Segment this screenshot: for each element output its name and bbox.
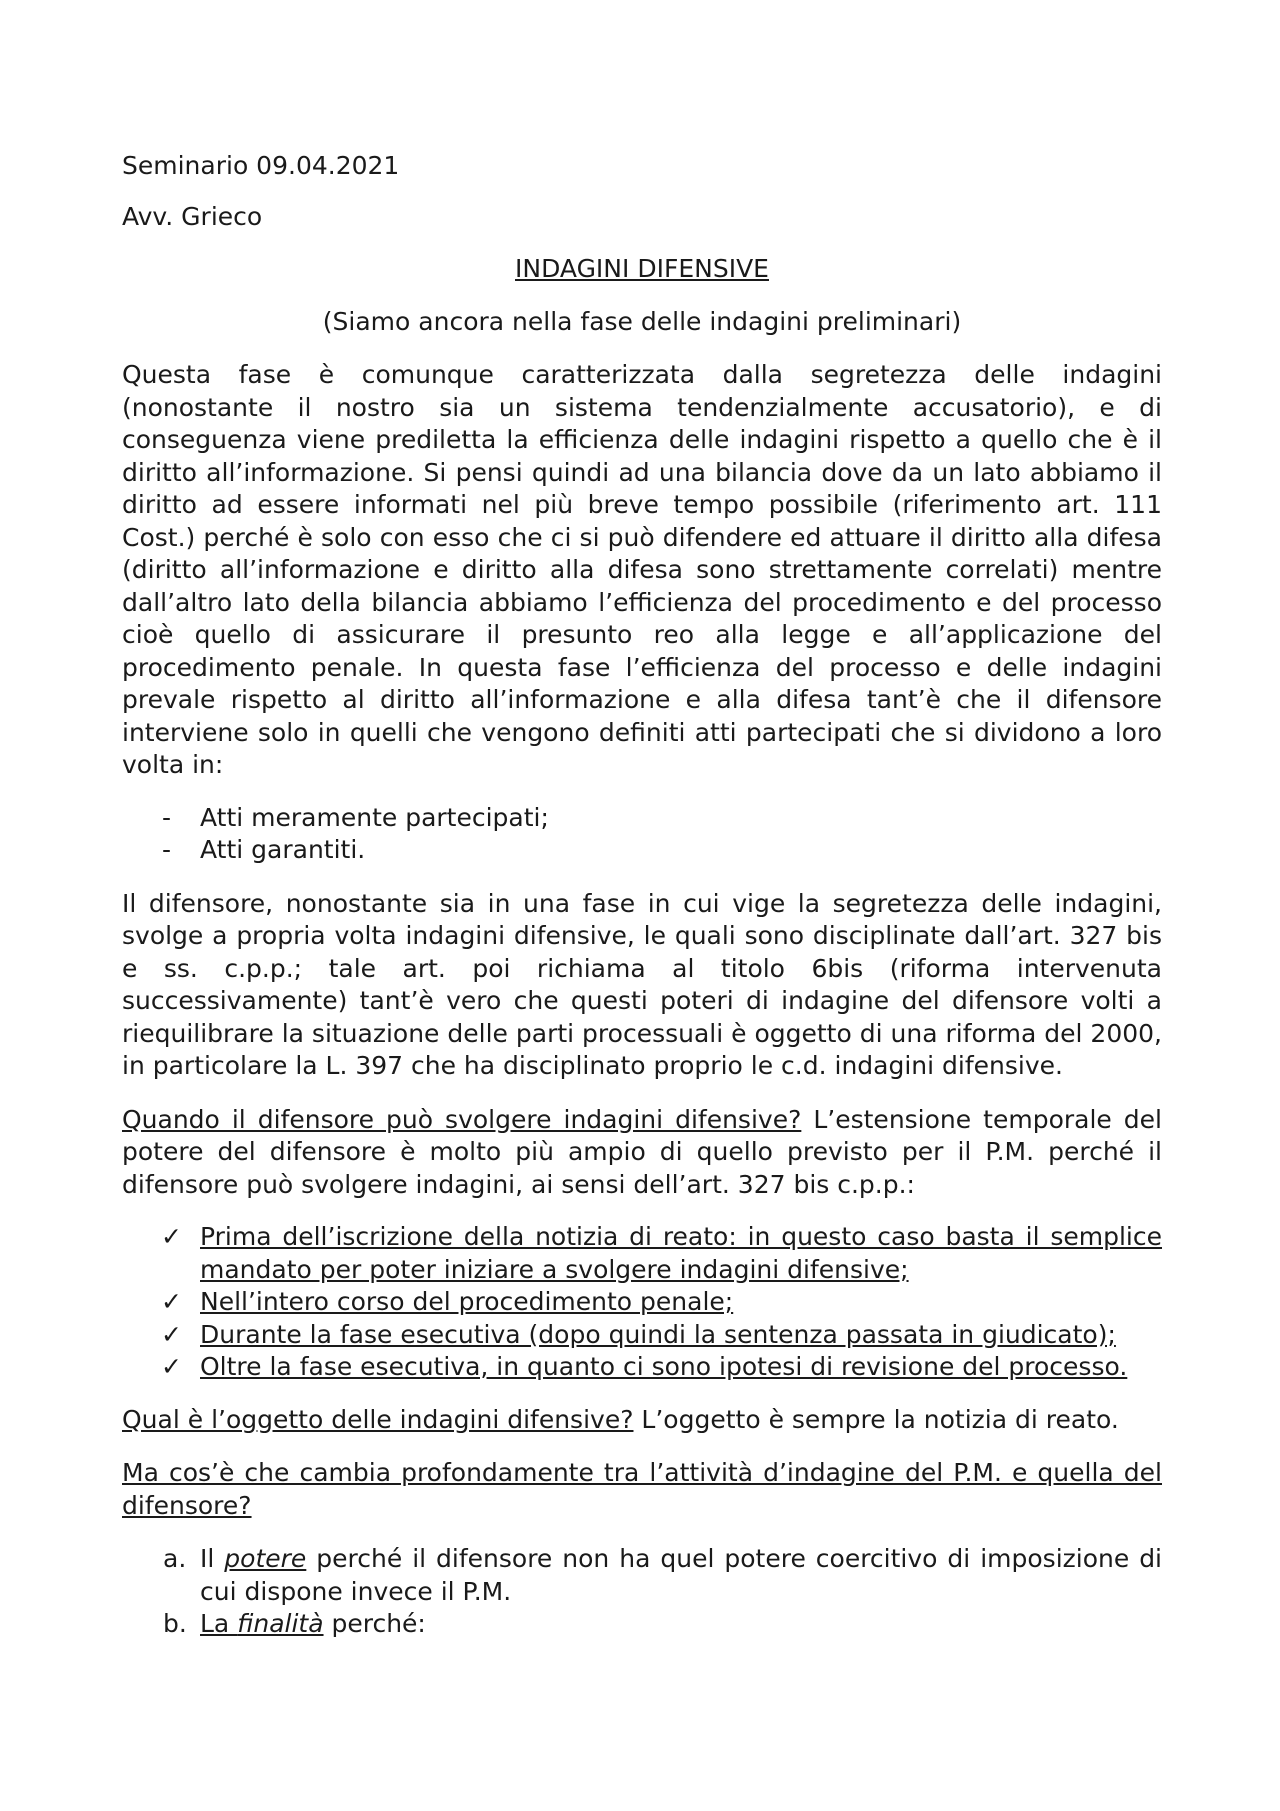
dash-marker: - xyxy=(162,835,172,864)
checkmark-icon: ✓ xyxy=(161,1352,182,1381)
checkmark-icon: ✓ xyxy=(161,1222,182,1251)
item-text: perché il difensore non ha quel potere coercitivo di imposizione di cui dispone invece il P.M. xyxy=(200,1544,1163,1606)
checkmark-icon: ✓ xyxy=(161,1287,182,1316)
defensor-paragraph: Il difensore, nonostante sia in una fase in cui vige la segretezza delle indagini, svolge a propria volta indagini difensive, le quali sono disciplinate dall’art. 327 bis e ss. c.p.p.; tale art. poi richiama al titolo 6bis (riforma intervenuta successivamente) tant’è vero che questi poteri di indagine del difensore volti a riequilibrare la situazione delle parti processuali è oggetto di una riforma del 2000, in particolare la L. 397 che ha disciplinato proprio le c.d. indagini difensive. xyxy=(122,888,1162,1080)
when-list xyxy=(122,1221,1162,1384)
object-paragraph xyxy=(122,1404,1162,1437)
difference-question: Ma cos’è che cambia profondamente tra l’attività d’indagine del P.M. e quella del difensore? xyxy=(122,1458,1162,1520)
dash-marker: - xyxy=(162,802,172,832)
when-question: Quando il difensore può svolgere indagini difensive? xyxy=(122,1104,802,1134)
list-item xyxy=(122,1543,1162,1608)
item-term: finalità xyxy=(237,1609,324,1638)
item-prefix: Il xyxy=(200,1544,225,1573)
list-item-text: Atti meramente partecipati; xyxy=(200,802,549,832)
document-title: INDAGINI DIFENSIVE xyxy=(515,254,769,283)
difference-paragraph xyxy=(122,1457,1162,1522)
seminar-date: Seminario 09.04.2021 xyxy=(122,151,400,180)
list-item xyxy=(122,834,1162,867)
object-answer: L’oggetto è sempre la notizia di reato. xyxy=(633,1404,1119,1434)
document-subtitle: (Siamo ancora nella fase delle indagini preliminari) xyxy=(322,306,962,336)
intro-paragraph: Questa fase è comunque caratterizzata dalla segretezza delle indagini (nonostante il nostro sia un sistema tendenzialmente accusatorio), e di conseguenza viene prediletta la efficienza delle indagini rispetto a quello che è il diritto all’informazione. Si pensi quindi ad una bilancia dove da un lato abbiamo il diritto ad essere informati nel più breve tempo possibile (riferimento art. 111 Cost.) perché è solo con esso che ci si può difendere ed attuare il diritto alla difesa (diritto all’informazione e diritto alla difesa sono strettamente correlati) mentre dall’altro lato della bilancia abbiamo l’efficienza del procedimento e del processo cioè quello di assicurare il presunto reo alla legge e all’applicazione del procedimento penale. In questa fase l’efficienza del processo e delle indagini prevale rispetto al diritto all’informazione e alla difesa tant’è che il difensore interviene solo in quelli che vengono definiti atti partecipati che si dividono a loro volta in: xyxy=(122,360,1162,779)
list-marker: a. xyxy=(163,1544,187,1573)
list-item-text: Durante la fase esecutiva (dopo quindi la sentenza passata in giudicato); xyxy=(200,1319,1116,1349)
list-item xyxy=(122,1221,1162,1286)
document-page xyxy=(122,150,1162,1641)
list-item-text: Oltre la fase esecutiva, in quanto ci sono ipotesi di revisione del processo. xyxy=(200,1352,1128,1381)
checkmark-icon: ✓ xyxy=(161,1319,182,1349)
list-item xyxy=(122,1351,1162,1384)
list-item-text: Prima dell’iscrizione della notizia di reato: in questo caso basta il semplice mandato per poter iniziare a svolgere indagini difensive; xyxy=(200,1222,1162,1284)
item-prefix: La xyxy=(200,1609,238,1638)
item-text: perché: xyxy=(323,1609,426,1638)
when-paragraph xyxy=(122,1104,1162,1202)
object-question: Qual è l’oggetto delle indagini difensive? xyxy=(122,1404,634,1434)
speaker-name: Avv. Grieco xyxy=(122,201,263,231)
list-item-text: Nell’intero corso del procedimento penale; xyxy=(200,1287,734,1316)
list-item xyxy=(122,1286,1162,1319)
list-marker: b. xyxy=(163,1609,187,1638)
atti-list xyxy=(122,802,1162,867)
list-item xyxy=(122,1319,1162,1352)
when-answer: L’estensione temporale del potere del difensore è molto più ampio di quello previsto per il P.M. perché il difensore può svolgere indagini, ai sensi dell’art. 327 bis c.p.p.: xyxy=(122,1104,1162,1199)
list-item xyxy=(122,802,1162,835)
difference-list xyxy=(122,1543,1162,1641)
list-item-text: Atti garantiti. xyxy=(200,835,366,864)
item-term: potere xyxy=(224,1544,307,1573)
list-item xyxy=(122,1608,1162,1641)
